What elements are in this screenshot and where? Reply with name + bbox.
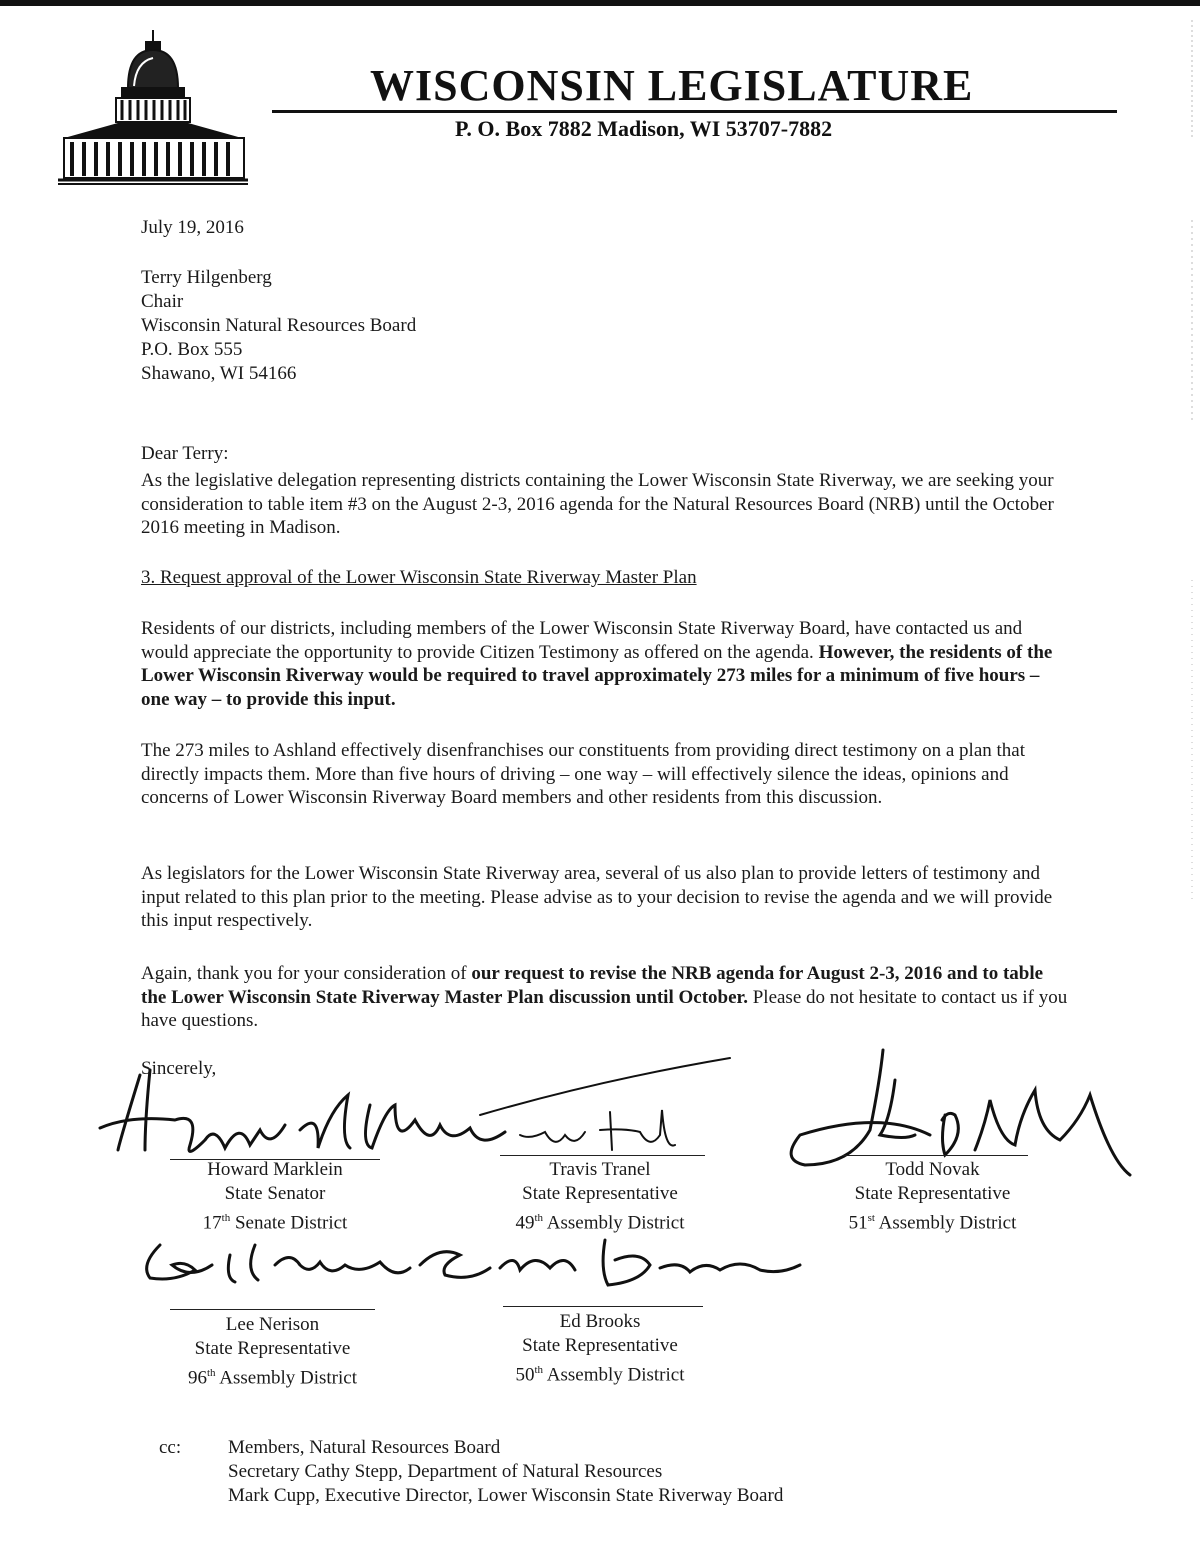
signatory-district: 51st Assembly District (848, 1212, 1017, 1234)
paragraph-distance: The 273 miles to Ashland effectively disenfranchises our constituents from providing direct testimony on a plan that directly impacts them. More than five hours of driving – one way – will effectively silence the ideas, opinions and concerns of Lower Wisconsin Riverway Board members and other residents from this discussion. (141, 740, 1026, 808)
signatory-role: State Senator (224, 1183, 326, 1204)
signature-line-nerison (170, 1309, 375, 1310)
closing: Sincerely, (141, 1058, 217, 1079)
cc-recipient: Members, Natural Resources Board (228, 1437, 501, 1458)
paragraph-residents (141, 617, 1071, 711)
signatory-district: 96th Assembly District (187, 1367, 357, 1389)
agenda-item: 3. Request approval of the Lower Wisconsin State Riverway Master Plan (141, 567, 697, 588)
paragraph-thanks-start: Again, thank you for your consideration of (141, 963, 472, 984)
signatory-name: Ed Brooks (559, 1311, 641, 1332)
signatory-district: 50th Assembly District (515, 1364, 685, 1386)
paragraph-thanks-end: Please do not hesitate to contact us if you have questions. (141, 986, 1068, 1031)
signatory-marklein (175, 1158, 375, 1235)
signatory-role: State Representative (522, 1183, 678, 1204)
signatory-name: Lee Nerison (225, 1314, 320, 1335)
signatory-role: State Representative (194, 1338, 351, 1359)
signature-marklein (100, 1070, 505, 1151)
cc-recipient: Secretary Cathy Stepp, Department of Natural Resources (228, 1461, 663, 1482)
letterhead-address: P. O. Box 7882 Madison, WI 53707-7882 (455, 116, 833, 141)
letterhead-title: WISCONSIN LEGISLATURE (370, 61, 974, 110)
paragraph-request: As the legislative delegation representing districts containing the Lower Wisconsin State Riverway, we are seeking your consideration to table item #3 on the August 2-3, 2016 agenda for the Natural Resources Board (NRB) until the October 2016 meeting in Madison. (141, 470, 1054, 538)
recipient-address (141, 266, 416, 386)
signatory-district: 17th Senate District (202, 1212, 348, 1234)
salutation: Dear Terry: (141, 443, 229, 464)
signatory-name: Howard Marklein (207, 1159, 343, 1180)
paragraph-testimony: As legislators for the Lower Wisconsin State Riverway area, several of us also plan to provide letters of testimony and input related to this plan prior to the meeting. Please advise as to your decision to revise the agenda and we will provide this input respectively. (141, 863, 1053, 931)
signatory-brooks (495, 1310, 705, 1387)
letterhead-rule (272, 110, 1117, 113)
recipient-organization: Wisconsin Natural Resources Board (141, 315, 417, 336)
signatory-name: Todd Novak (885, 1159, 980, 1180)
recipient-name: Terry Hilgenberg (141, 267, 272, 288)
signatory-role: State Representative (854, 1183, 1011, 1204)
signatory-district: 49th Assembly District (515, 1212, 685, 1234)
scan-top-border (0, 0, 1200, 6)
recipient-title: Chair (141, 291, 184, 312)
paragraph-thanks-bold: our request to revise the NRB agenda for August 2-3, 2016 and to table the Lower Wisconsin State Riverway Master Plan discussion until October. (141, 963, 1044, 1008)
signatory-nerison (170, 1313, 375, 1390)
signature-tranel (480, 1058, 730, 1150)
signature-line-tranel (500, 1155, 705, 1156)
signature-brooks (420, 1240, 800, 1285)
signature-line-novak (843, 1155, 1028, 1156)
recipient-city: Shawano, WI 54166 (141, 363, 297, 384)
cc-label: cc: (159, 1437, 182, 1458)
signature-nerison (147, 1245, 410, 1282)
letter-date: July 19, 2016 (141, 217, 244, 238)
signatory-role: State Representative (522, 1335, 678, 1356)
signature-novak (791, 1050, 1130, 1175)
recipient-po-box: P.O. Box 555 (141, 339, 243, 360)
scan-margin-marks (1188, 20, 1196, 920)
signatory-novak (830, 1158, 1035, 1235)
cc-recipient: Mark Cupp, Executive Director, Lower Wisconsin State Riverway Board (228, 1485, 784, 1506)
signature-line-brooks (503, 1306, 703, 1307)
signatory-name: Travis Tranel (549, 1159, 651, 1180)
paragraph-residents-text: Residents of our districts, including members of the Lower Wisconsin State Riverway Board, have contacted us and would appreciate the opportunity to provide Citizen Testimony as offered on the agenda. (141, 618, 1023, 663)
paragraph-residents-bold: However, the residents of the Lower Wisconsin Riverway would be required to travel approximately 273 miles for a minimum of five hours – one way – to provide this input. (141, 641, 1053, 710)
cc-list (228, 1436, 783, 1508)
capitol-building-icon (58, 28, 248, 188)
signatory-tranel (495, 1158, 705, 1235)
